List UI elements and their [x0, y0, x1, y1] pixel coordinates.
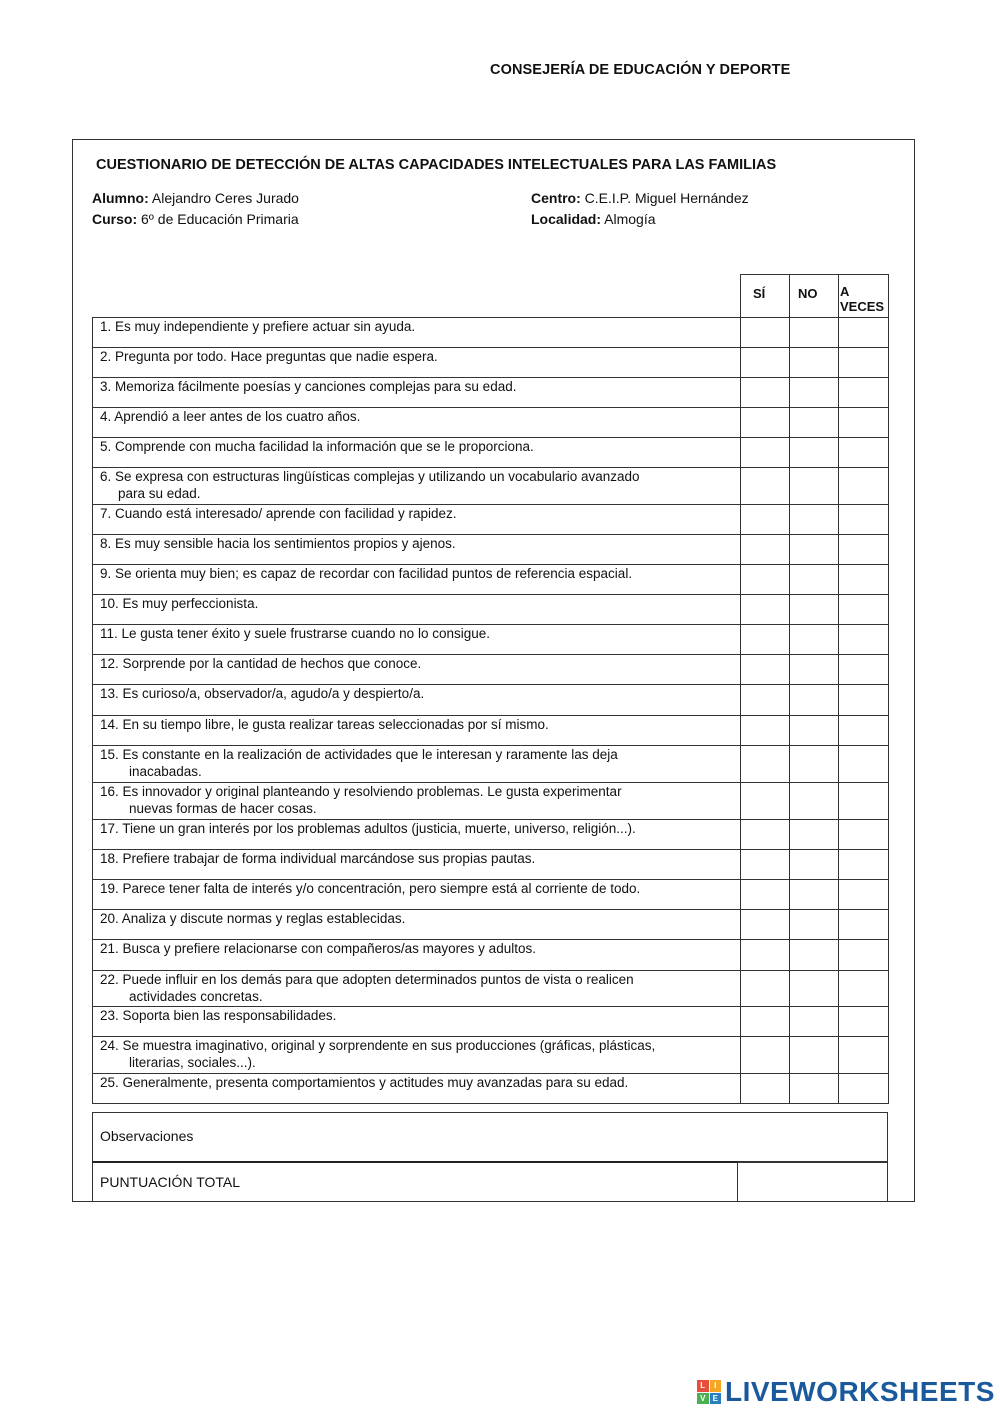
- question-14-answer-si-cell[interactable]: [741, 716, 789, 745]
- question-11-line-1: 11. Le gusta tener éxito y suele frustrarse cuando no lo consigue.: [100, 626, 490, 641]
- question-8-line-1: 8. Es muy sensible hacia los sentimientos propios y ajenos.: [100, 536, 456, 551]
- question-7-answer-no-cell[interactable]: [790, 505, 838, 534]
- logo-letter-i: I: [710, 1380, 722, 1392]
- liveworksheets-logo-icon: [697, 1380, 721, 1404]
- question-13-answer-si-cell[interactable]: [741, 685, 789, 715]
- question-3-answer-si-cell[interactable]: [741, 378, 789, 407]
- question-17-answer-no-cell[interactable]: [790, 820, 838, 849]
- table-header-column-border: [740, 274, 741, 317]
- question-20-text: [100, 910, 730, 927]
- column-header-no: NO: [798, 286, 818, 301]
- question-6-answer-si-cell[interactable]: [741, 468, 789, 504]
- question-9-line-1: 9. Se orienta muy bien; es capaz de recordar con facilidad puntos de referencia espacial.: [100, 566, 633, 581]
- question-5-line-1: 5. Comprende con mucha facilidad la información que se le proporciona.: [100, 439, 534, 454]
- department-header: CONSEJERÍA DE EDUCACIÓN Y DEPORTE: [490, 62, 791, 78]
- question-18-text: [100, 850, 730, 867]
- question-19-text: [100, 880, 730, 897]
- question-18-answer-si-cell[interactable]: [741, 850, 789, 879]
- alumno-value: Alejandro Ceres Jurado: [151, 190, 299, 206]
- question-19-answer-a-veces-cell[interactable]: [839, 880, 888, 909]
- question-16-line-1: 16. Es innovador y original planteando y resolviendo problemas. Le gusta experimentar: [100, 784, 622, 799]
- puntuacion-total-label: PUNTUACIÓN TOTAL: [100, 1174, 241, 1190]
- logo-letter-e: E: [710, 1393, 722, 1405]
- question-11-answer-no-cell[interactable]: [790, 625, 838, 654]
- question-18-answer-a-veces-cell[interactable]: [839, 850, 888, 879]
- question-10-text: [100, 595, 730, 612]
- question-18-line-1: 18. Prefiere trabajar de forma individual marcándose sus propias pautas.: [100, 851, 536, 866]
- question-4-text: [100, 408, 730, 425]
- question-3-text: [100, 378, 730, 395]
- question-3-answer-a-veces-cell[interactable]: [839, 378, 888, 407]
- question-19-answer-no-cell[interactable]: [790, 880, 838, 909]
- question-10-answer-si-cell[interactable]: [741, 595, 789, 624]
- question-4-answer-a-veces-cell[interactable]: [839, 408, 888, 437]
- question-23-text: [100, 1007, 730, 1024]
- logo-letter-l: L: [697, 1380, 709, 1392]
- question-8-answer-si-cell[interactable]: [741, 535, 789, 564]
- question-24-answer-a-veces-cell[interactable]: [839, 1037, 888, 1073]
- question-22-answer-si-cell[interactable]: [741, 971, 789, 1006]
- observaciones-box[interactable]: [92, 1112, 888, 1162]
- question-3-line-1: 3. Memoriza fácilmente poesías y canciones complejas para su edad.: [100, 379, 517, 394]
- question-19-answer-si-cell[interactable]: [741, 880, 789, 909]
- question-7-text: [100, 505, 730, 522]
- question-16-text: [100, 783, 730, 817]
- column-header-a-veces-line1: A: [840, 284, 850, 299]
- question-4-answer-no-cell[interactable]: [790, 408, 838, 437]
- form-title: CUESTIONARIO DE DETECCIÓN DE ALTAS CAPACIDADES INTELECTUALES PARA LAS FAMILIAS: [96, 157, 777, 173]
- question-11-answer-si-cell[interactable]: [741, 625, 789, 654]
- question-24-text: [100, 1037, 730, 1071]
- question-7-answer-si-cell[interactable]: [741, 505, 789, 534]
- question-16-answer-no-cell[interactable]: [790, 783, 838, 819]
- question-1-text: [100, 318, 730, 335]
- localidad-value: Almogía: [604, 211, 656, 227]
- alumno-field: [92, 190, 299, 206]
- question-10-answer-a-veces-cell[interactable]: [839, 595, 888, 624]
- question-25-answer-si-cell[interactable]: [741, 1074, 789, 1103]
- question-23-answer-a-veces-cell[interactable]: [839, 1007, 888, 1036]
- question-17-answer-si-cell[interactable]: [741, 820, 789, 849]
- question-5-answer-no-cell[interactable]: [790, 438, 838, 467]
- question-9-answer-a-veces-cell[interactable]: [839, 565, 888, 594]
- question-25-answer-no-cell[interactable]: [790, 1074, 838, 1103]
- question-5-answer-a-veces-cell[interactable]: [839, 438, 888, 467]
- question-13-answer-no-cell[interactable]: [790, 685, 838, 715]
- question-25-line-1: 25. Generalmente, presenta comportamientos y actitudes muy avanzadas para su edad.: [100, 1075, 629, 1090]
- question-1-answer-si-cell[interactable]: [741, 318, 789, 347]
- table-header-column-border: [789, 274, 790, 317]
- question-5-text: [100, 438, 730, 455]
- question-21-answer-si-cell[interactable]: [741, 940, 789, 970]
- question-4-line-1: 4. Aprendió a leer antes de los cuatro años.: [100, 409, 361, 424]
- question-14-line-1: 14. En su tiempo libre, le gusta realizar tareas seleccionadas por sí mismo.: [100, 717, 549, 732]
- question-1-answer-no-cell[interactable]: [790, 318, 838, 347]
- question-15-line-2: inacabadas.: [129, 764, 202, 779]
- table-row-border: [92, 1103, 889, 1104]
- centro-label: Centro:: [531, 190, 581, 206]
- question-14-answer-a-veces-cell[interactable]: [839, 716, 888, 745]
- question-22-line-2: actividades concretas.: [129, 989, 263, 1004]
- liveworksheets-logo: [697, 1377, 995, 1407]
- column-header-a-veces: [840, 284, 884, 314]
- question-6-line-2: para su edad.: [118, 486, 201, 501]
- puntuacion-total-input[interactable]: [737, 1162, 888, 1202]
- curso-field: [92, 211, 299, 227]
- question-11-answer-a-veces-cell[interactable]: [839, 625, 888, 654]
- question-2-answer-a-veces-cell[interactable]: [839, 348, 888, 377]
- question-9-text: [100, 565, 730, 582]
- question-12-answer-si-cell[interactable]: [741, 655, 789, 684]
- table-header-column-border: [888, 274, 889, 317]
- question-15-answer-si-cell[interactable]: [741, 746, 789, 782]
- question-23-answer-si-cell[interactable]: [741, 1007, 789, 1036]
- localidad-label: Localidad:: [531, 211, 602, 227]
- question-12-text: [100, 655, 730, 672]
- question-8-answer-no-cell[interactable]: [790, 535, 838, 564]
- table-header-top-border: [740, 274, 888, 275]
- question-2-answer-no-cell[interactable]: [790, 348, 838, 377]
- question-12-answer-a-veces-cell[interactable]: [839, 655, 888, 684]
- question-13-text: [100, 685, 730, 702]
- question-22-answer-a-veces-cell[interactable]: [839, 971, 888, 1006]
- question-10-line-1: 10. Es muy perfeccionista.: [100, 596, 259, 611]
- question-25-text: [100, 1074, 730, 1091]
- column-header-si: SÍ: [753, 286, 766, 301]
- question-17-answer-a-veces-cell[interactable]: [839, 820, 888, 849]
- question-5-answer-si-cell[interactable]: [741, 438, 789, 467]
- question-24-line-2: literarias, sociales...).: [129, 1055, 256, 1070]
- logo-letter-v: V: [697, 1393, 709, 1405]
- question-15-line-1: 15. Es constante en la realización de actividades que le interesan y raramente las deja: [100, 747, 618, 762]
- question-15-text: [100, 746, 730, 780]
- question-1-line-1: 1. Es muy independiente y prefiere actuar sin ayuda.: [100, 319, 416, 334]
- question-24-answer-si-cell[interactable]: [741, 1037, 789, 1073]
- question-22-text: [100, 971, 730, 1005]
- question-4-answer-si-cell[interactable]: [741, 408, 789, 437]
- question-20-answer-no-cell[interactable]: [790, 910, 838, 939]
- question-8-text: [100, 535, 730, 552]
- question-24-answer-no-cell[interactable]: [790, 1037, 838, 1073]
- question-10-answer-no-cell[interactable]: [790, 595, 838, 624]
- question-15-answer-no-cell[interactable]: [790, 746, 838, 782]
- question-18-answer-no-cell[interactable]: [790, 850, 838, 879]
- question-15-answer-a-veces-cell[interactable]: [839, 746, 888, 782]
- question-20-answer-si-cell[interactable]: [741, 910, 789, 939]
- table-column-border: [888, 317, 889, 1103]
- centro-field: [531, 190, 749, 206]
- question-14-answer-no-cell[interactable]: [790, 716, 838, 745]
- question-12-answer-no-cell[interactable]: [790, 655, 838, 684]
- question-14-text: [100, 716, 730, 733]
- table-column-border: [92, 317, 93, 1103]
- question-22-answer-no-cell[interactable]: [790, 971, 838, 1006]
- question-21-line-1: 21. Busca y prefiere relacionarse con compañeros/as mayores y adultos.: [100, 941, 536, 956]
- question-2-answer-si-cell[interactable]: [741, 348, 789, 377]
- question-25-answer-a-veces-cell[interactable]: [839, 1074, 888, 1103]
- question-13-answer-a-veces-cell[interactable]: [839, 685, 888, 715]
- question-1-answer-a-veces-cell[interactable]: [839, 318, 888, 347]
- question-7-line-1: 7. Cuando está interesado/ aprende con facilidad y rapidez.: [100, 506, 457, 521]
- question-12-line-1: 12. Sorprende por la cantidad de hechos que conoce.: [100, 656, 422, 671]
- liveworksheets-logo-text: LIVEWORKSHEETS: [725, 1376, 995, 1407]
- question-6-text: [100, 468, 730, 502]
- question-13-line-1: 13. Es curioso/a, observador/a, agudo/a y despierto/a.: [100, 686, 425, 701]
- curso-label: Curso:: [92, 211, 138, 227]
- question-22-line-1: 22. Puede influir en los demás para que adopten determinados puntos de vista o realicen: [100, 972, 634, 987]
- question-17-text: [100, 820, 730, 837]
- question-2-text: [100, 348, 730, 365]
- localidad-field: [531, 211, 656, 227]
- column-header-a-veces-line2: VECES: [840, 299, 885, 314]
- question-16-answer-a-veces-cell[interactable]: [839, 783, 888, 819]
- question-6-answer-no-cell[interactable]: [790, 468, 838, 504]
- question-21-text: [100, 940, 730, 957]
- question-16-line-2: nuevas formas de hacer cosas.: [129, 801, 317, 816]
- question-19-line-1: 19. Parece tener falta de interés y/o concentración, pero siempre está al corriente de todo.: [100, 881, 641, 896]
- question-24-line-1: 24. Se muestra imaginativo, original y sorprendente en sus producciones (gráficas, plásticas,: [100, 1038, 656, 1053]
- question-7-answer-a-veces-cell[interactable]: [839, 505, 888, 534]
- table-header-column-border: [838, 274, 839, 317]
- question-8-answer-a-veces-cell[interactable]: [839, 535, 888, 564]
- question-9-answer-no-cell[interactable]: [790, 565, 838, 594]
- question-3-answer-no-cell[interactable]: [790, 378, 838, 407]
- centro-value: C.E.I.P. Miguel Hernández: [584, 190, 749, 206]
- question-6-answer-a-veces-cell[interactable]: [839, 468, 888, 504]
- question-23-line-1: 23. Soporta bien las responsabilidades.: [100, 1008, 337, 1023]
- question-17-line-1: 17. Tiene un gran interés por los problemas adultos (justicia, muerte, universo, religión...).: [100, 821, 636, 836]
- alumno-label: Alumno:: [92, 190, 149, 206]
- question-16-answer-si-cell[interactable]: [741, 783, 789, 819]
- question-11-text: [100, 625, 730, 642]
- question-21-answer-no-cell[interactable]: [790, 940, 838, 970]
- question-2-line-1: 2. Pregunta por todo. Hace preguntas que nadie espera.: [100, 349, 438, 364]
- question-6-line-1: 6. Se expresa con estructuras lingüísticas complejas y utilizando un vocabulario avanzado: [100, 469, 640, 484]
- question-20-answer-a-veces-cell[interactable]: [839, 910, 888, 939]
- question-21-answer-a-veces-cell[interactable]: [839, 940, 888, 970]
- observaciones-label: Observaciones: [100, 1128, 194, 1144]
- curso-value: 6º de Educación Primaria: [141, 211, 299, 227]
- question-23-answer-no-cell[interactable]: [790, 1007, 838, 1036]
- question-9-answer-si-cell[interactable]: [741, 565, 789, 594]
- question-20-line-1: 20. Analiza y discute normas y reglas establecidas.: [100, 911, 406, 926]
